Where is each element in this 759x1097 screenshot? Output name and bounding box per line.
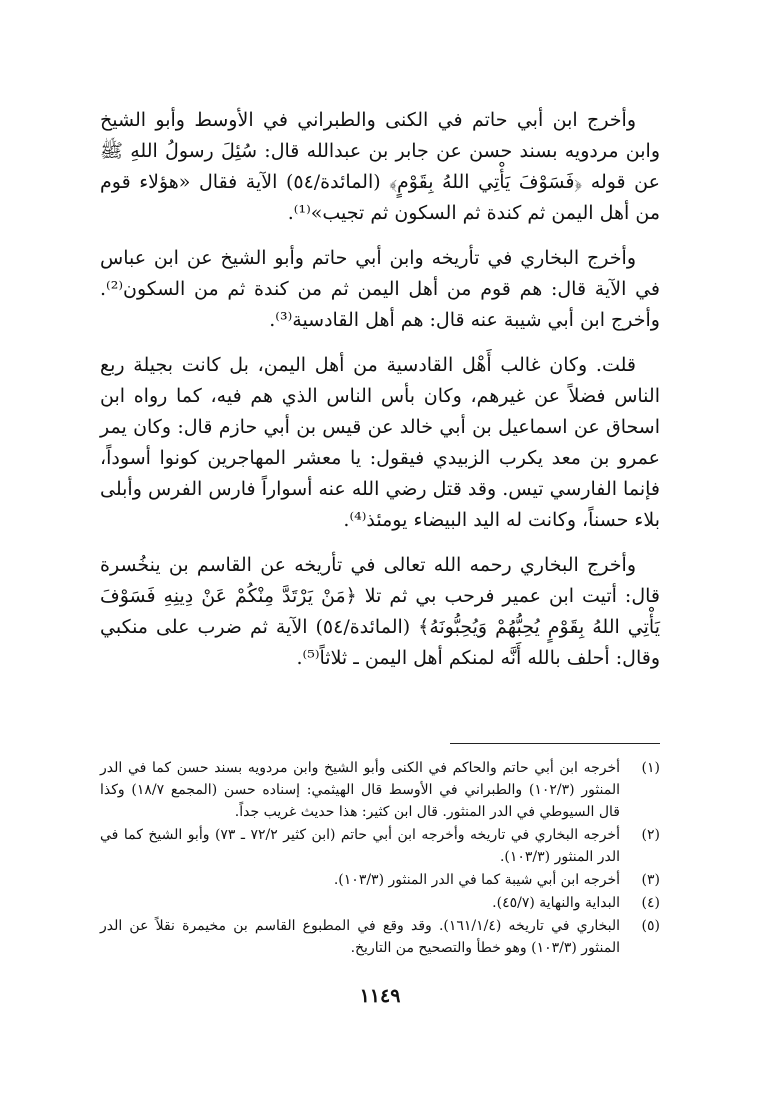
paragraph-1: وأخرج ابن أبي حاتم في الكنى والطبراني في الأوسط وأبو الشيخ وابن مردويه بسند حسن عن جابر بن عبدالله قال: سُئِلَ رسولُ اللهِ ﷺ عن قوله ﴿فَسَوْفَ يَأْتِي اللهُ بِقَوْمٍ﴾ (المائدة/٥٤) الآية فقال «هؤلاء قوم من أهل اليمن ثم كندة ثم السكون ثم تجيب»⁽¹⁾. [100,109,660,224]
footnote-text: أخرجه البخاري في تاريخه وأخرجه ابن أبي حاتم (ابن كثير ٧٢/٢ ـ ٧٣) وأبو الشيخ كما في الدر المنثور (١٠٣/٣). [100,827,620,865]
page-number: ١١٤٩ [359,985,401,1007]
paragraph-4: وأخرج البخاري رحمه الله تعالى في تأريخه عن القاسم بن ينخُسرة قال: أتيت ابن عمير فرحب بي ثم تلا ﴿مَنْ يَرْتَدَّ مِنْكُمْ عَنْ دِينِهِ فَسَوْفَ يَأْتِي اللهُ بِقَوْمٍ يُحِبُّهُمْ وَيُحِبُّونَهُ﴾ (المائدة/٥٤) الآية ثم ضرب على منكبي وقال: أحلف بالله أَنَّه لمنكم أهل اليمن ـ ثلاثاً⁽⁵⁾. [100,554,660,669]
footnote-text: أخرجه ابن أبي حاتم والحاكم في الكنى وأبو الشيخ وابن مردويه بسند حسن كما في الدر المنثور (١٠٢/٣) والطبراني في الأوسط قال الهيثمي: إسناده حسن (المجمع ١٨/٧) وكذا قال السيوطي في الدر المنثور. قال ابن كثير: هذا حديث غريب جداً. [100,760,621,820]
paragraph-2: وأخرج البخاري في تأريخه وابن أبي حاتم وأبو الشيخ عن ابن عباس في الآية قال: هم قوم من أهل اليمن ثم من كندة ثم من السكون⁽²⁾. وأخرج ابن أبي شيبة عنه قال: هم أهل القادسية⁽³⁾. [100,247,660,331]
footnote-number: (٣) [641,872,660,888]
paragraph-3: قلت. وكان غالب أَهْل القادسية من أهل اليمن، بل كانت بجيلة ربع الناس فضلاً عن غيرهم، وكان بأس الناس الذي هم فيه، كما رواه ابن اسحاق عن اسماعيل بن أبي خالد عن قيس بن أبي حازم قال: وكان يمر عمرو بن معد يكرب الزبيدي فيقول: يا معشر المهاجرين كونوا أسوداً، فإنما الفارسي تيس. وقد قتل رضي الله عنه أسواراً فارس الفرس وأبلى بلاء حسناً، وكانت له اليد البيضاء يومئذ⁽⁴⁾. [100,354,660,531]
page-body [100,105,660,1007]
footnote-number: (٤) [641,895,660,911]
footnote-divider [450,743,660,744]
footnote-5 [100,915,660,959]
footnote-1 [100,757,660,823]
footnote-number: (٢) [641,827,660,843]
footnote-4 [100,892,660,914]
footnote-number: (٥) [641,918,660,934]
footnote-text: أخرجه ابن أبي شيبة كما في الدر المنثور (١٠٣/٣). [333,872,620,888]
footnote-text: البخاري في تاريخه (١٦١/١/٤). وقد وقع في المطبوع القاسم بن مخيمرة نقلاً عن الدر المنثور (١٠٣/٣) وهو خطأ والتصحيح من التاريخ. [100,918,621,956]
footnote-3 [100,869,660,891]
footnote-2 [100,824,660,868]
footnote-number: (١) [641,760,660,776]
footnote-text: البداية والنهاية (٤٥/٧). [492,895,620,911]
footnotes [100,757,660,960]
